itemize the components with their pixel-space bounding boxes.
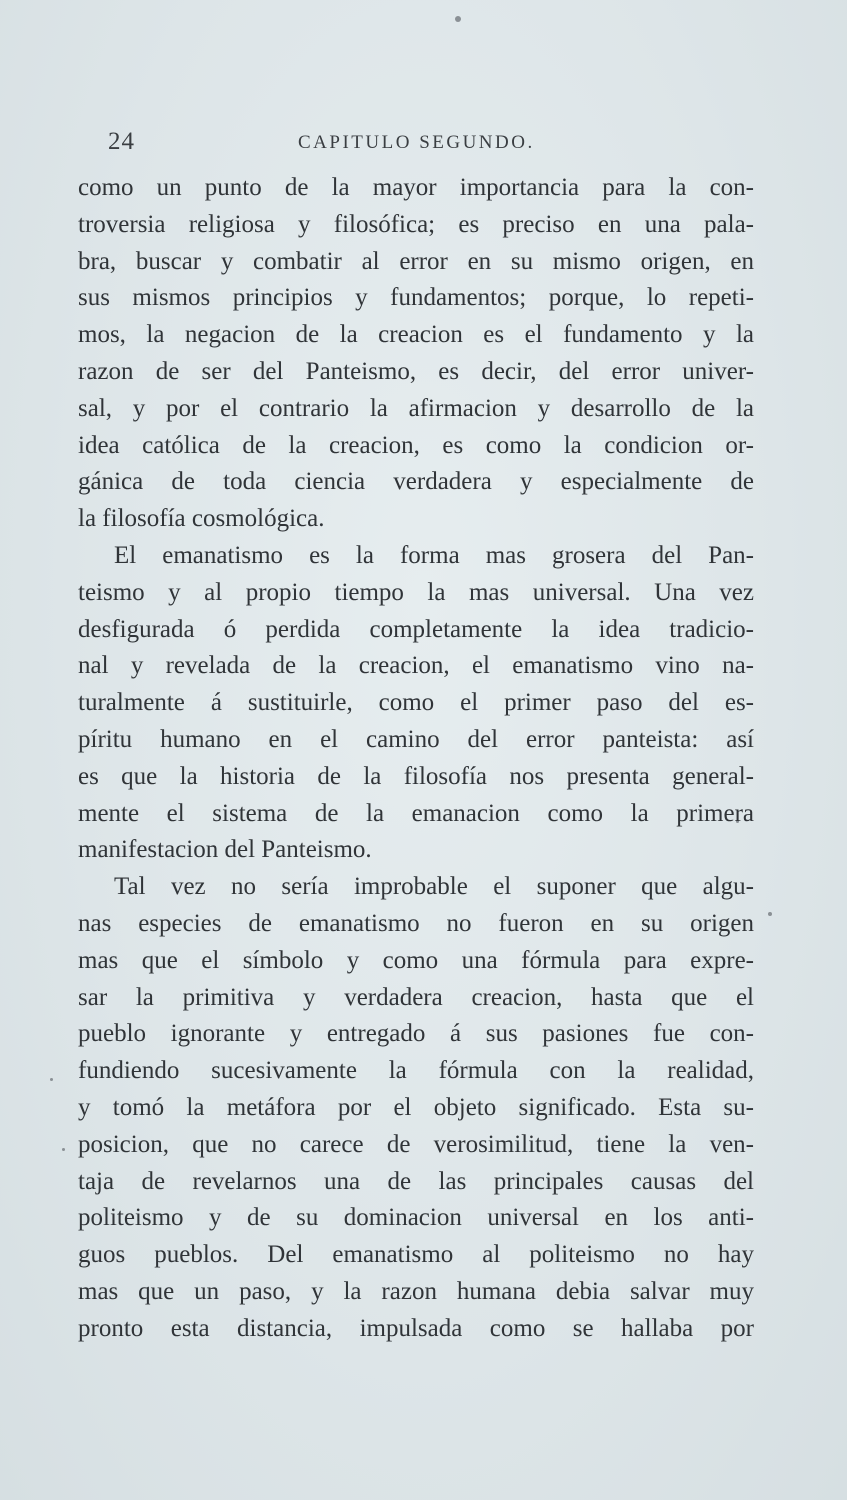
text-line: idea católica de la creacion, es como la condicion or- [78,431,754,459]
page-number: 24 [108,128,135,155]
paragraph-last-line: la filosofía cosmológica. [78,505,325,533]
text-line: mente el sistema de la emanacion como la primera [78,799,754,827]
text-line: sal, y por el contrario la afirmacion y desarrollo de la [78,394,754,422]
text-line: posicion, que no carece de verosimilitud, tiene la ven- [78,1130,754,1158]
text-line: píritu humano en el camino del error panteista: así [78,725,754,753]
text-line: teismo y al propio tiempo la mas universal. Una vez [78,578,754,606]
text-line: gánica de toda ciencia verdadera y especialmente de [78,468,754,496]
ink-speck [455,16,461,22]
text-line: mas que el símbolo y como una fórmula para expre- [78,946,754,974]
text-line: mos, la negacion de la creacion es el fundamento y la [78,321,754,349]
text-line: bra, buscar y combatir al error en su mismo origen, en [78,247,754,275]
running-head: CAPITULO SEGUNDO. [298,132,535,153]
text-line: pronto esta distancia, impulsada como se hallaba por [78,1314,754,1342]
text-line: y tomó la metáfora por el objeto significado. Esta su- [78,1093,754,1121]
text-line: nas especies de emanatismo no fueron en su origen [78,909,754,937]
text-line: turalmente á sustituirle, como el primer paso del es- [78,689,754,717]
ink-speck [50,1078,53,1081]
text-line: pueblo ignorante y entregado á sus pasiones fue con- [78,1020,754,1048]
paragraph-first-line: Tal vez no sería improbable el suponer que algu- [114,873,754,901]
ink-speck [768,912,772,916]
paragraph-last-line: manifestacion del Panteismo. [78,836,372,864]
text-line: razon de ser del Panteismo, es decir, del error univer- [78,357,754,385]
text-line: fundiendo sucesivamente la fórmula con la realidad, [78,1057,754,1085]
ink-speck [62,1148,65,1151]
text-line: como un punto de la mayor importancia para la con- [78,174,754,201]
text-line: troversia religiosa y filosófica; es preciso en una pala- [78,210,754,238]
text-line: sus mismos principios y fundamentos; porque, lo repeti- [78,284,754,312]
text-line: mas que un paso, y la razon humana debia salvar muy [78,1277,754,1305]
text-line: taja de revelarnos una de las principales causas del [78,1167,754,1195]
text-line: politeismo y de su dominacion universal en los anti- [78,1204,754,1232]
text-line: es que la historia de la filosofía nos presenta general- [78,762,754,790]
text-line: nal y revelada de la creacion, el emanatismo vino na- [78,652,754,680]
text-line: sar la primitiva y verdadera creacion, hasta que el [78,983,754,1011]
text-line: guos pueblos. Del emanatismo al politeismo no hay [78,1241,754,1269]
paragraph-first-line: El emanatismo es la forma mas grosera del Pan- [114,541,754,569]
body-text [78,170,754,1348]
page-header [108,128,758,160]
text-line: desfigurada ó perdida completamente la idea tradicio- [78,615,754,643]
